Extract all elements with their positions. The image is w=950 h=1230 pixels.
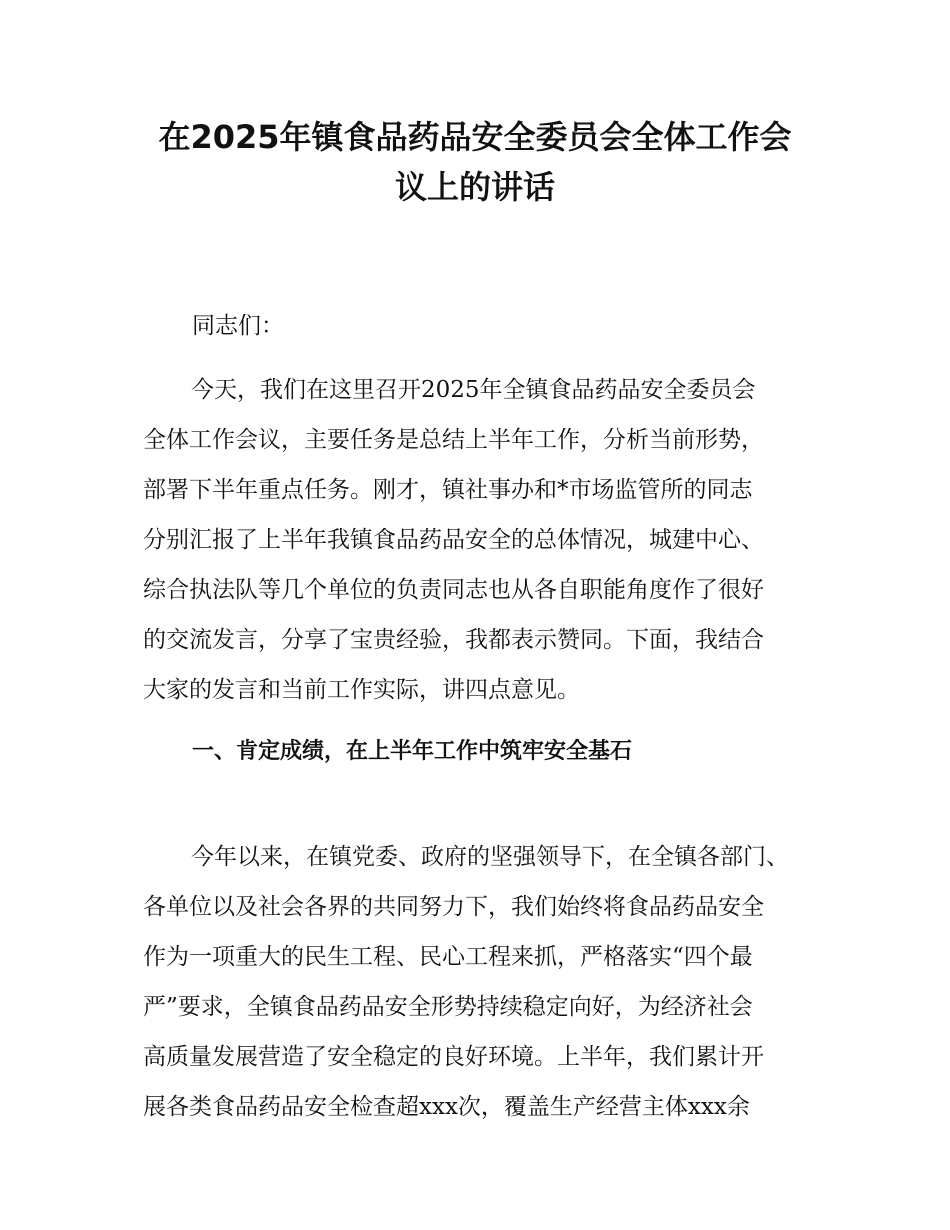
paragraph-line: 展各类食品药品安全检查超xxx次，覆盖生产经营主体xxx余	[143, 1094, 750, 1120]
paragraph-line: 综合执法队等几个单位的负责同志也从各自职能角度作了很好	[143, 577, 764, 603]
paragraph-line: 今天，我们在这里召开2025年全镇食品药品安全委员会	[191, 377, 756, 403]
paragraph-line: 严”要求，全镇食品药品安全形势持续稳定向好，为经济社会	[143, 994, 753, 1020]
paragraph-section-1	[143, 832, 823, 1132]
paragraph-line: 大家的发言和当前工作实际，讲四点意见。	[143, 677, 580, 703]
paragraph-line: 各单位以及社会各界的共同努力下，我们始终将食品药品安全	[143, 894, 764, 920]
title-line: 在2025年镇食品药品安全委员会全体工作会	[158, 118, 792, 156]
paragraph-line: 高质量发展营造了安全稳定的良好环境。上半年，我们累计开	[143, 1044, 764, 1070]
paragraph-line: 今年以来，在镇党委、政府的坚强领导下，在全镇各部门、	[191, 844, 789, 870]
paragraph-line: 的交流发言，分享了宝贵经验，我都表示赞同。下面，我结合	[143, 627, 764, 653]
paragraph-line: 全体工作会议，主要任务是总结上半年工作，分析当前形势，	[143, 427, 764, 453]
salutation: 同志们：	[192, 313, 284, 339]
title-line: 议上的讲话	[394, 168, 555, 206]
paragraph-opening	[143, 365, 823, 715]
paragraph-line: 作为一项重大的民生工程、民心工程来抓，严格落实“四个最	[143, 944, 753, 970]
document-title	[140, 112, 810, 212]
paragraph-line: 部署下半年重点任务。刚才，镇社事办和*市场监管所的同志	[143, 477, 753, 503]
paragraph-line: 分别汇报了上半年我镇食品药品安全的总体情况，城建中心、	[143, 527, 764, 553]
section-heading-1: 一、肯定成绩，在上半年工作中筑牢安全基石	[192, 739, 633, 764]
